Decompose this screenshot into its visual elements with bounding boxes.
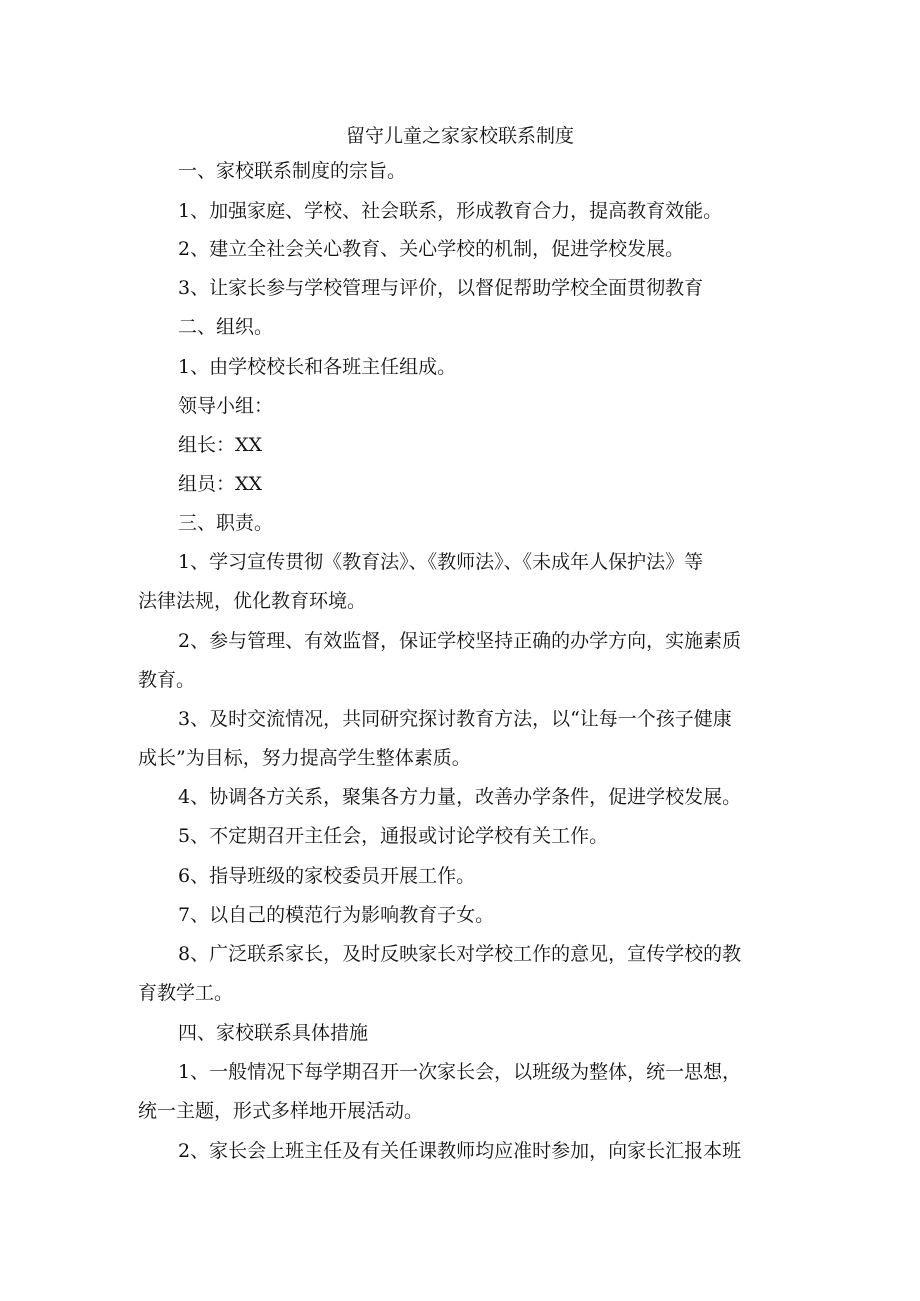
section-heading-organization: 二、组织。 xyxy=(178,316,274,338)
paragraph-line: 育教学工。 xyxy=(138,982,234,1004)
paragraph: 4、协调各方关系，聚集各方力量，改善办学条件，促进学校发展。 xyxy=(178,786,742,808)
paragraph: 组员：XX xyxy=(178,473,263,495)
paragraph-line: 8、广泛联系家长，及时反映家长对学校工作的意见，宣传学校的教 xyxy=(178,943,742,965)
paragraph: 6、指导班级的家校委员开展工作。 xyxy=(178,865,476,887)
section-heading-measures: 四、家校联系具体措施 xyxy=(178,1022,369,1044)
paragraph-line: 法律法规，优化教育环境。 xyxy=(138,590,367,612)
paragraph: 组长：XX xyxy=(178,434,263,456)
paragraph-line: 2、参与管理、有效监督，保证学校坚持正确的办学方向，实施素质 xyxy=(178,630,742,652)
paragraph: 1、加强家庭、学校、社会联系，形成教育合力，提高教育效能。 xyxy=(178,200,723,222)
paragraph: 1、由学校校长和各班主任组成。 xyxy=(178,356,457,378)
document-title: 留守儿童之家家校联系制度 xyxy=(345,125,574,147)
paragraph: 5、不定期召开主任会，通报或讨论学校有关工作。 xyxy=(178,825,609,847)
paragraph-line: 教育。 xyxy=(138,669,196,691)
paragraph: 领导小组： xyxy=(178,395,274,417)
paragraph: 3、让家长参与学校管理与评价，以督促帮助学校全面贯彻教育 xyxy=(178,277,704,299)
paragraph-line: 3、及时交流情况，共同研究探讨教育方法，以“让每一个孩子健康 xyxy=(178,708,732,730)
paragraph-line: 1、学习宣传贯彻《教育法》、《教师法》、《未成年人保护法》等 xyxy=(178,551,704,573)
section-heading-purpose: 一、家校联系制度的宗旨。 xyxy=(178,160,407,182)
paragraph-line: 成长”为目标，努力提高学生整体素质。 xyxy=(138,747,471,769)
paragraph-line: 2、家长会上班主任及有关任课教师均应准时参加，向家长汇报本班 xyxy=(178,1140,742,1162)
paragraph-line: 1、一般情况下每学期召开一次家长会，以班级为整体，统一思想， xyxy=(178,1061,742,1083)
paragraph-line: 统一主题，形式多样地开展活动。 xyxy=(138,1100,424,1122)
paragraph: 2、建立全社会关心教育、关心学校的机制，促进学校发展。 xyxy=(178,238,685,260)
section-heading-duties: 三、职责。 xyxy=(178,512,274,534)
paragraph: 7、以自己的模范行为影响教育子女。 xyxy=(178,904,495,926)
